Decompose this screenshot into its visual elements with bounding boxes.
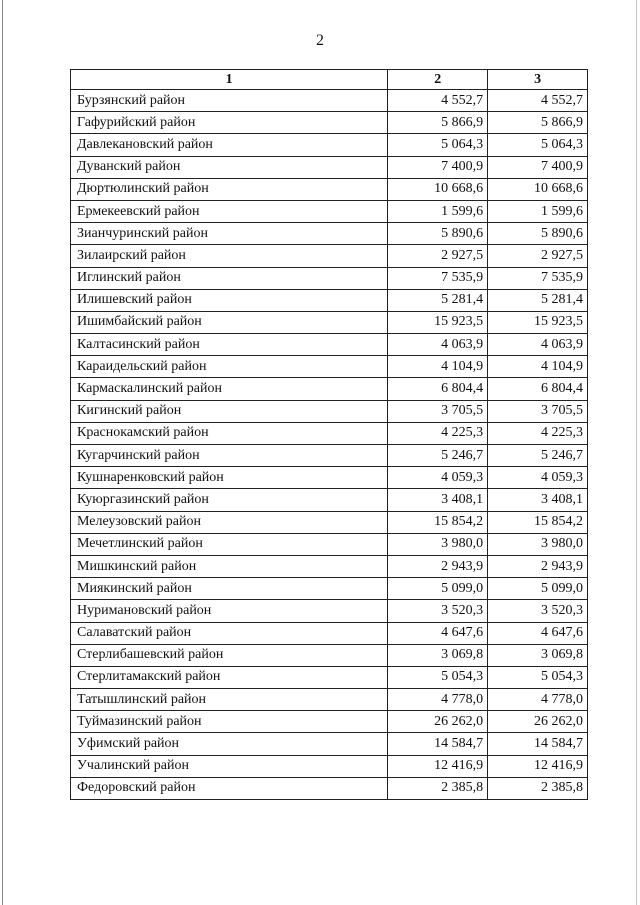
value-cell-col3: 7 400,9 xyxy=(488,156,588,178)
value-cell-col2: 14 584,7 xyxy=(388,733,488,755)
district-name-cell: Мелеузовский район xyxy=(71,511,388,533)
value-cell-col2: 3 520,3 xyxy=(388,600,488,622)
scan-edge-right xyxy=(636,0,637,905)
value-cell-col3: 1 599,6 xyxy=(488,200,588,222)
table-row xyxy=(71,245,588,267)
district-name-cell: Дуванский район xyxy=(71,156,388,178)
district-name-cell: Учалинский район xyxy=(71,755,388,777)
district-name-cell: Миякинский район xyxy=(71,578,388,600)
value-cell-col3: 2 385,8 xyxy=(488,777,588,799)
value-cell-col2: 26 262,0 xyxy=(388,711,488,733)
value-cell-col2: 5 890,6 xyxy=(388,223,488,245)
table-row xyxy=(71,112,588,134)
table-row xyxy=(71,689,588,711)
scan-edge-left xyxy=(2,0,3,905)
value-cell-col3: 5 246,7 xyxy=(488,445,588,467)
value-cell-col2: 4 059,3 xyxy=(388,467,488,489)
value-cell-col3: 2 943,9 xyxy=(488,555,588,577)
table-row xyxy=(71,223,588,245)
value-cell-col2: 5 054,3 xyxy=(388,666,488,688)
value-cell-col3: 15 854,2 xyxy=(488,511,588,533)
table-row xyxy=(71,733,588,755)
value-cell-col3: 4 104,9 xyxy=(488,356,588,378)
district-name-cell: Уфимский район xyxy=(71,733,388,755)
column-header-2: 2 xyxy=(388,70,488,90)
value-cell-col2: 1 599,6 xyxy=(388,200,488,222)
table-row xyxy=(71,400,588,422)
district-name-cell: Стерлитамакский район xyxy=(71,666,388,688)
district-name-cell: Стерлибашевский район xyxy=(71,644,388,666)
table-row xyxy=(71,777,588,799)
value-cell-col2: 2 943,9 xyxy=(388,555,488,577)
value-cell-col2: 4 225,3 xyxy=(388,422,488,444)
table-row xyxy=(71,445,588,467)
table-row xyxy=(71,666,588,688)
value-cell-col3: 6 804,4 xyxy=(488,378,588,400)
value-cell-col2: 5 064,3 xyxy=(388,134,488,156)
table-row xyxy=(71,578,588,600)
value-cell-col2: 3 408,1 xyxy=(388,489,488,511)
data-table xyxy=(70,69,588,800)
district-name-cell: Зилаирский район xyxy=(71,245,388,267)
value-cell-col3: 10 668,6 xyxy=(488,178,588,200)
value-cell-col3: 3 069,8 xyxy=(488,644,588,666)
value-cell-col2: 5 246,7 xyxy=(388,445,488,467)
table-row xyxy=(71,90,588,112)
value-cell-col3: 4 552,7 xyxy=(488,90,588,112)
value-cell-col3: 3 705,5 xyxy=(488,400,588,422)
district-name-cell: Туймазинский район xyxy=(71,711,388,733)
value-cell-col2: 2 927,5 xyxy=(388,245,488,267)
district-name-cell: Мечетлинский район xyxy=(71,533,388,555)
value-cell-col2: 7 535,9 xyxy=(388,267,488,289)
value-cell-col3: 5 064,3 xyxy=(488,134,588,156)
district-name-cell: Бурзянский район xyxy=(71,90,388,112)
table-row xyxy=(71,134,588,156)
value-cell-col3: 3 520,3 xyxy=(488,600,588,622)
table-row xyxy=(71,378,588,400)
value-cell-col2: 6 804,4 xyxy=(388,378,488,400)
value-cell-col2: 10 668,6 xyxy=(388,178,488,200)
value-cell-col3: 5 281,4 xyxy=(488,289,588,311)
district-name-cell: Илишевский район xyxy=(71,289,388,311)
value-cell-col2: 4 647,6 xyxy=(388,622,488,644)
table-row xyxy=(71,422,588,444)
table-row xyxy=(71,356,588,378)
value-cell-col2: 5 099,0 xyxy=(388,578,488,600)
district-name-cell: Нуримановский район xyxy=(71,600,388,622)
district-name-cell: Краснокамский район xyxy=(71,422,388,444)
value-cell-col2: 4 104,9 xyxy=(388,356,488,378)
value-cell-col2: 5 866,9 xyxy=(388,112,488,134)
value-cell-col2: 15 854,2 xyxy=(388,511,488,533)
table-row xyxy=(71,334,588,356)
value-cell-col3: 12 416,9 xyxy=(488,755,588,777)
value-cell-col2: 3 705,5 xyxy=(388,400,488,422)
table-row xyxy=(71,289,588,311)
table-row xyxy=(71,156,588,178)
value-cell-col2: 3 069,8 xyxy=(388,644,488,666)
district-name-cell: Татышлинский район xyxy=(71,689,388,711)
value-cell-col3: 4 063,9 xyxy=(488,334,588,356)
district-name-cell: Калтасинский район xyxy=(71,334,388,356)
column-header-1: 1 xyxy=(71,70,388,90)
value-cell-col3: 2 927,5 xyxy=(488,245,588,267)
value-cell-col3: 5 866,9 xyxy=(488,112,588,134)
table-body xyxy=(71,90,588,800)
value-cell-col2: 3 980,0 xyxy=(388,533,488,555)
value-cell-col3: 5 054,3 xyxy=(488,666,588,688)
district-name-cell: Ишимбайский район xyxy=(71,311,388,333)
value-cell-col3: 14 584,7 xyxy=(488,733,588,755)
district-name-cell: Караидельский район xyxy=(71,356,388,378)
value-cell-col2: 4 778,0 xyxy=(388,689,488,711)
district-name-cell: Кармаскалинский район xyxy=(71,378,388,400)
district-name-cell: Иглинский район xyxy=(71,267,388,289)
district-name-cell: Салаватский район xyxy=(71,622,388,644)
district-name-cell: Зианчуринский район xyxy=(71,223,388,245)
value-cell-col2: 15 923,5 xyxy=(388,311,488,333)
value-cell-col3: 5 890,6 xyxy=(488,223,588,245)
district-name-cell: Мишкинский район xyxy=(71,555,388,577)
table-row xyxy=(71,267,588,289)
table-row xyxy=(71,200,588,222)
value-cell-col3: 3 408,1 xyxy=(488,489,588,511)
value-cell-col2: 7 400,9 xyxy=(388,156,488,178)
value-cell-col3: 3 980,0 xyxy=(488,533,588,555)
value-cell-col2: 5 281,4 xyxy=(388,289,488,311)
value-cell-col2: 4 552,7 xyxy=(388,90,488,112)
value-cell-col3: 26 262,0 xyxy=(488,711,588,733)
district-name-cell: Давлекановский район xyxy=(71,134,388,156)
value-cell-col3: 15 923,5 xyxy=(488,311,588,333)
value-cell-col3: 4 778,0 xyxy=(488,689,588,711)
table-row xyxy=(71,711,588,733)
table-row xyxy=(71,533,588,555)
table-row xyxy=(71,555,588,577)
table-header xyxy=(71,70,588,90)
page-number: 2 xyxy=(316,32,324,49)
value-cell-col2: 4 063,9 xyxy=(388,334,488,356)
district-name-cell: Куюргазинский район xyxy=(71,489,388,511)
value-cell-col3: 4 647,6 xyxy=(488,622,588,644)
table-row xyxy=(71,622,588,644)
column-header-3: 3 xyxy=(488,70,588,90)
value-cell-col3: 4 059,3 xyxy=(488,467,588,489)
district-name-cell: Гафурийский район xyxy=(71,112,388,134)
district-name-cell: Кигинский район xyxy=(71,400,388,422)
value-cell-col3: 4 225,3 xyxy=(488,422,588,444)
table-row xyxy=(71,489,588,511)
table-row xyxy=(71,311,588,333)
table-header-row xyxy=(71,70,588,90)
district-name-cell: Федоровский район xyxy=(71,777,388,799)
table-row xyxy=(71,644,588,666)
table-row xyxy=(71,467,588,489)
district-name-cell: Дюртюлинский район xyxy=(71,178,388,200)
district-name-cell: Кушнаренковский район xyxy=(71,467,388,489)
table-row xyxy=(71,600,588,622)
district-name-cell: Кугарчинский район xyxy=(71,445,388,467)
value-cell-col2: 2 385,8 xyxy=(388,777,488,799)
table-row xyxy=(71,511,588,533)
value-cell-col3: 7 535,9 xyxy=(488,267,588,289)
district-name-cell: Ермекеевский район xyxy=(71,200,388,222)
table-row xyxy=(71,178,588,200)
value-cell-col3: 5 099,0 xyxy=(488,578,588,600)
value-cell-col2: 12 416,9 xyxy=(388,755,488,777)
table-row xyxy=(71,755,588,777)
